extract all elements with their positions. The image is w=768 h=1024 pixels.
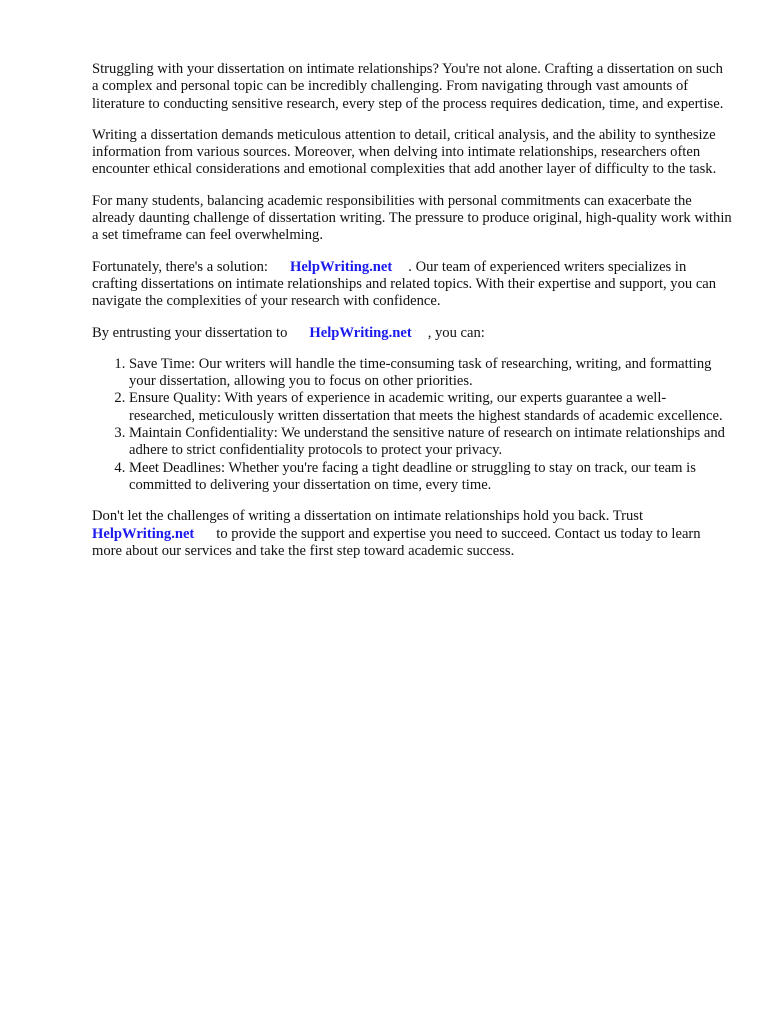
solution-text-after: . Our team of experienced writers specializes in crafting dissertations on intimate relationships and related topics. With their expertise and support, you can navigate the complexities of your research with confidence. [92,258,717,310]
solution-text-before: Fortunately, there's a solution: [92,258,268,275]
closing-text-before: Don't let the challenges of writing a dissertation on intimate relationships hold you back. Trust [92,508,644,525]
helpwriting-link-1[interactable]: HelpWriting.net [289,258,393,275]
list-item: 1. Save Time: Our writers will handle the time-consuming task of researching, writing, and formatting your dissertation, allowing you to focus on other priorities. [129,356,732,391]
challenges-paragraph: Writing a dissertation demands meticulous attention to detail, critical analysis, and the ability to synthesize information from various sources. Moreover, when delving into intimate relationships, researchers often encounter ethical considerations and emotional complexities that add another layer of difficulty to the task. [92,126,717,178]
list-item: 2. Ensure Quality: With years of experience in academic writing, our experts guarantee a well-researched, meticulously written dissertation that meets the highest standards of academic excellence. [129,390,732,425]
benefits-list [92,356,732,494]
closing-text-after: to provide the support and expertise you need to succeed. Contact us today to learn more about our services and take the first step toward academic success. [92,525,701,559]
entrusting-text-before: By entrusting your dissertation to [92,324,288,341]
helpwriting-link-3[interactable]: HelpWriting.net [92,525,195,542]
entrusting-paragraph [92,325,732,342]
helpwriting-link-2[interactable]: HelpWriting.net [309,324,412,341]
closing-paragraph [92,508,732,560]
intro-paragraph: Struggling with your dissertation on intimate relationships? You're not alone. Crafting a dissertation on such a complex and personal topic can be incredibly challenging. From navigating through vast amounts of literature to conducting sensitive research, every step of the process requires dedication, time, and expertise. [92,61,724,112]
list-item: 3. Maintain Confidentiality: We understand the sensitive nature of research on intimate relationships and adhere to strict confidentiality protocols to protect your privacy. [129,425,732,460]
students-paragraph: For many students, balancing academic responsibilities with personal commitments can exacerbate the already daunting challenge of dissertation writing. The pressure to produce original, high-quality work within a set timeframe can feel overwhelming. [92,192,732,244]
document-page [92,61,732,574]
list-item: 4. Meet Deadlines: Whether you're facing a tight deadline or struggling to stay on track, our team is committed to delivering your dissertation on time, every time. [129,460,732,495]
entrusting-text-after: , you can: [427,324,485,341]
solution-paragraph [92,259,732,311]
